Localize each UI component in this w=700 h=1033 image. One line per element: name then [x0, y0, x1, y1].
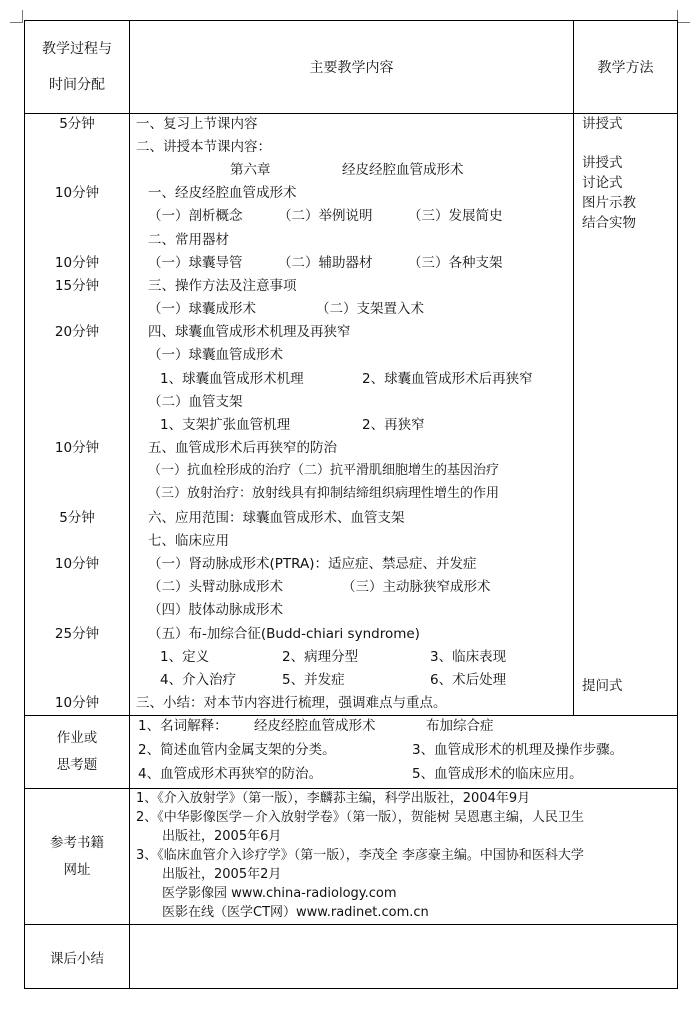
homework-line: 布加综合症	[426, 718, 494, 734]
time-item: 20分钟	[54, 324, 100, 340]
reference-row	[25, 789, 678, 925]
time-item: 10分钟	[54, 185, 100, 201]
method-item: 结合实物	[582, 215, 636, 231]
content-line: （四）肢体动脉成形术	[148, 602, 283, 618]
time-item: 10分钟	[54, 556, 100, 572]
content-line: （二）举例说明	[278, 208, 373, 224]
content-line: （二）辅助器材	[278, 255, 373, 271]
method-item: 讨论式	[582, 175, 623, 191]
header-content-cell: 主要教学内容	[130, 21, 574, 114]
content-line: （一）肾动脉成形术(PTRA)：适应症、禁忌症、并发症	[148, 556, 477, 572]
chapter-title: 经皮经腔血管成形术	[342, 162, 464, 178]
content-line: （一）球囊导管	[148, 255, 243, 271]
content-line: （三）各种支架	[408, 255, 503, 271]
reference-content-cell	[130, 789, 678, 925]
reference-label-line1: 参考书籍	[50, 834, 104, 851]
content-line: 2、再狭窄	[362, 417, 425, 433]
content-line: 6、术后处理	[430, 672, 507, 688]
time-item: 10分钟	[54, 695, 100, 711]
content-line: （一）抗血栓形成的治疗（二）抗平滑肌细胞增生的基因治疗	[148, 463, 500, 478]
content-line: 三、小结：对本节内容进行梳理，强调难点与重点。	[136, 695, 447, 711]
homework-line: 3、血管成形术的机理及操作步骤。	[412, 742, 624, 758]
content-line: （五）布-加综合征(Budd-chiari syndrome)	[148, 626, 420, 642]
homework-content-cell	[130, 716, 678, 789]
content-line: （一）球囊血管成形术	[148, 347, 283, 363]
summary-row	[25, 925, 678, 989]
content-line: 1、定义	[160, 649, 210, 665]
content-line: （二）头臂动脉成形术	[148, 579, 283, 595]
time-item: 5分钟	[59, 510, 95, 526]
homework-label-line2: 思考题	[56, 757, 98, 773]
header-process-line1: 教学过程与	[42, 41, 112, 57]
homework-row	[25, 716, 678, 789]
content-line: 2、球囊血管成形术后再狭窄	[362, 371, 533, 387]
time-column	[25, 114, 130, 716]
content-line: （一）剖析概念	[148, 208, 243, 224]
content-line: 五、血管成形术后再狭窄的防治	[148, 440, 337, 456]
reference-website: 医影在线（医学CT网）www.radinet.com.cn	[162, 905, 429, 920]
method-column	[574, 114, 678, 716]
method-item: 提问式	[582, 678, 623, 694]
homework-label-line1: 作业或	[56, 730, 98, 746]
header-method-cell: 教学方法	[574, 21, 678, 114]
header-row	[25, 21, 678, 114]
content-line: 三、操作方法及注意事项	[148, 278, 297, 294]
time-item: 5分钟	[59, 116, 95, 132]
content-line: （三）主动脉狭窄成形术	[342, 579, 491, 595]
reference-line: 3、《临床血管介入诊疗学》（第一版），李茂全 李彦豪主编。中国协和医科大学	[136, 848, 584, 863]
main-content-row	[25, 114, 678, 716]
content-line: （三）发展简史	[408, 208, 503, 224]
content-line: 1、支架扩张血管机理	[160, 417, 291, 433]
corner-mark-top-right	[677, 10, 690, 23]
reference-line: 2、《中华影像医学－介入放射学卷》（第一版），贺能树 吴恩惠主编，人民卫生	[136, 810, 584, 825]
header-process-cell	[25, 21, 130, 114]
time-item: 10分钟	[54, 440, 100, 456]
header-process-line2: 时间分配	[49, 77, 105, 93]
content-line: 5、并发症	[282, 672, 345, 688]
time-item: 10分钟	[54, 255, 100, 271]
reference-line: 出版社，2005年2月	[162, 867, 282, 882]
content-line: 四、球囊血管成形术机理及再狭窄	[148, 324, 351, 340]
homework-label-cell	[25, 716, 130, 789]
homework-line: 5、血管成形术的临床应用。	[412, 766, 583, 782]
method-item: 讲授式	[582, 155, 623, 171]
content-line: 一、复习上节课内容	[136, 116, 258, 132]
reference-label-cell	[25, 789, 130, 925]
homework-line: 经皮经腔血管成形术	[254, 718, 376, 734]
lesson-plan-table	[24, 20, 678, 989]
homework-line: 2、简述血管内金属支架的分类。	[138, 742, 336, 758]
content-line: 2、病理分型	[282, 649, 359, 665]
summary-label-cell: 课后小结	[25, 925, 130, 989]
method-item: 讲授式	[582, 116, 623, 132]
content-line: 七、临床应用	[148, 533, 229, 549]
content-line: 3、临床表现	[430, 649, 507, 665]
homework-line: 1、名词解释：	[138, 718, 228, 734]
content-line: （一）球囊成形术	[148, 301, 256, 317]
content-line: 1、球囊血管成形术机理	[160, 371, 304, 387]
reference-website: 医学影像园 www.china-radiology.com	[162, 886, 397, 901]
homework-line: 4、血管成形术再狭窄的防治。	[138, 766, 323, 782]
content-column	[130, 114, 574, 716]
summary-content-cell	[130, 925, 678, 989]
content-line: 二、讲授本节课内容：	[136, 139, 271, 155]
time-item: 15分钟	[54, 278, 100, 294]
content-line: （三）放射治疗：放射线具有抑制结缔组织病理性增生的作用	[148, 486, 500, 501]
reference-label-line2: 网址	[63, 861, 91, 878]
chapter-number: 第六章	[230, 162, 271, 178]
content-line: 一、经皮经腔血管成形术	[148, 185, 297, 201]
time-item: 25分钟	[54, 626, 100, 642]
content-line: 4、介入治疗	[160, 672, 237, 688]
content-line: （二）支架置入术	[316, 301, 424, 317]
reference-line: 1、《介入放射学》（第一版），李麟荪主编，科学出版社，2004年9月	[136, 791, 531, 806]
content-line: （二）血管支架	[148, 394, 243, 410]
method-item: 图片示教	[582, 195, 636, 211]
reference-line: 出版社，2005年6月	[162, 829, 282, 844]
content-line: 二、常用器材	[148, 232, 229, 248]
content-line: 六、应用范围：球囊血管成形术、血管支架	[148, 510, 405, 526]
corner-mark-top-left	[10, 10, 23, 23]
